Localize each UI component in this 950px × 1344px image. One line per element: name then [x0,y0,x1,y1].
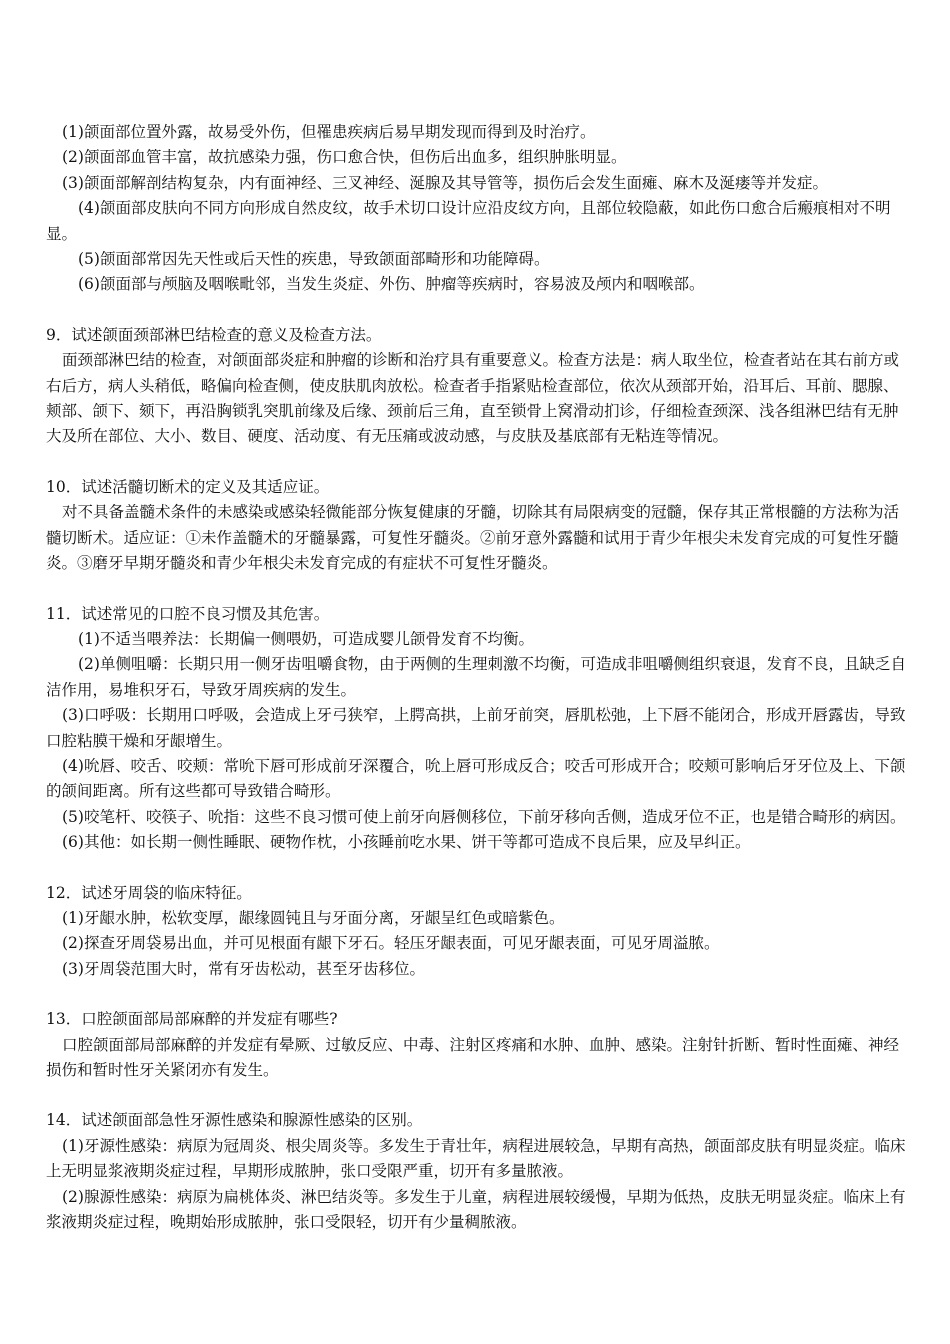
answer-item: (2)腺源性感染：病原为扁桃体炎、淋巴结炎等。多发生于儿童，病程进展较缓慢，早期为低热，皮肤无明显炎症。临床上有浆液期炎症过程，晚期始形成脓肿，张口受限轻，切开有少量稠脓液。 [46,1187,906,1232]
intro-section [46,120,906,298]
intro-item-6: (6)颌面部与颅脑及咽喉毗邻，当发生炎症、外伤、肿瘤等疾病时，容易波及颅内和咽喉部。 [78,275,705,294]
answer-paragraph: 面颈部淋巴结的检查，对颌面部炎症和肿瘤的诊断和治疗具有重要意义。检查方法是：病人取坐位，检查者站在其右前方或右后方，病人头稍低，略偏向检查侧，使皮肤肌肉放松。检查者手指紧贴检查部位，依次从颈部开始，沿耳后、耳前、腮腺、颊部、颌下、颏下，再沿胸锁乳突肌前缘及后缘、颈前后三角，直至锁骨上窝滑动扪诊，仔细检查颈深、浅各组淋巴结有无肿大及所在部位、大小、数目、硬度、活动度、有无压痛或波动感，与皮肤及基底部有无粘连等情况。 [46,351,900,446]
question-9 [46,323,906,450]
answer-item: (4)吮唇、咬舌、咬颊：常吮下唇可形成前牙深覆合，吮上唇可形成反合；咬舌可形成开合；咬颊可影响后牙牙位及上、下颌的颌间距离。所有这些都可导致错合畸形。 [46,756,906,801]
intro-item-2: (2)颌面部血管丰富，故抗感染力强，伤口愈合快，但伤后出血多，组织肿胀明显。 [62,148,627,167]
answer-item: (6)其他：如长期一侧性睡眠、硬物作枕，小孩睡前吃水果、饼干等都可造成不良后果，应及早纠正。 [62,833,751,852]
question-14 [46,1108,906,1235]
intro-item-1: (1)颌面部位置外露，故易受外伤，但罹患疾病后易早期发现而得到及时治疗。 [62,123,596,141]
answer-item: (3)口呼吸：长期用口呼吸，会造成上牙弓狭窄，上腭高拱，上前牙前突，唇肌松弛，上下唇不能闭合，形成开唇露齿，导致口腔粘膜干燥和牙龈增生。 [46,706,906,750]
answer-paragraph: 对不具备盖髓术条件的未感染或感染轻微能部分恢复健康的牙髓，切除其有局限病变的冠髓，保存其正常根髓的方法称为活髓切断术。适应证：①未作盖髓术的牙髓暴露，可复性牙髓炎。②前牙意外露髓和试用于青少年根尖未发育完成的可复性牙髓炎。③磨牙早期牙髓炎和青少年根尖未发育完成的有症状不可复性牙髓炎。 [46,503,900,573]
question-title: 12．试述牙周袋的临床特征。 [46,883,252,902]
question-13 [46,1007,906,1083]
answer-item: (1)不适当喂养法：长期偏一侧喂奶，可造成婴儿颌骨发育不均衡。 [78,629,534,648]
question-10 [46,475,906,577]
question-title: 11．试述常见的口腔不良习惯及其危害。 [46,604,330,623]
question-title: 10．试述活髓切断术的定义及其适应证。 [46,477,330,496]
question-11 [46,602,906,856]
question-title: 13．口腔颌面部局部麻醉的并发症有哪些? [46,1010,338,1029]
answer-item: (3)牙周袋范围大时，常有牙齿松动，甚至牙齿移位。 [62,959,425,978]
intro-item-3: (3)颌面部解剖结构复杂，内有面神经、三叉神经、涎腺及其导管等，损伤后会发生面瘫、麻木及涎瘘等并发症。 [62,173,828,192]
question-12 [46,881,906,983]
answer-item: (1)牙源性感染：病原为冠周炎、根尖周炎等。多发生于青壮年，病程进展较急，早期有高热，颌面部皮肤有明显炎症。临床上无明显浆液期炎症过程，早期形成脓肿，张口受限严重，切开有多量脓液。 [46,1136,906,1181]
intro-item-4: (4)颌面部皮肤向不同方向形成自然皮纹，故手术切口设计应沿皮纹方向，且部位较隐蔽，如此伤口愈合后瘢痕相对不明显。 [46,199,891,243]
answer-item: (2)探查牙周袋易出血，并可见根面有龈下牙石。轻压牙龈表面，可见牙龈表面，可见牙周溢脓。 [62,934,720,953]
answer-item: (5)咬笔杆、咬筷子、吮指：这些不良习惯可使上前牙向唇侧移位，下前牙移向舌侧，造成牙位不正，也是错合畸形的病因。 [62,807,906,826]
answer-item: (2)单侧咀嚼：长期只用一侧牙齿咀嚼食物，由于两侧的生理刺激不均衡，可造成非咀嚼侧组织衰退，发育不良，且缺乏自洁作用，易堆积牙石，导致牙周疾病的发生。 [46,655,906,699]
question-title: 14．试述颌面部急性牙源性感染和腺源性感染的区别。 [46,1111,423,1130]
document-page [46,120,906,1235]
question-title: 9．试述颌面颈部淋巴结检查的意义及检查方法。 [46,325,382,344]
intro-item-5: (5)颌面部常因先天性或后天性的疾患，导致颌面部畸形和功能障碍。 [78,250,550,269]
answer-item: (1)牙龈水肿，松软变厚，龈缘圆钝且与牙面分离，牙龈呈红色或暗紫色。 [62,908,565,927]
answer-paragraph: 口腔颌面部局部麻醉的并发症有晕厥、过敏反应、中毒、注射区疼痛和水肿、血肿、感染。注射针折断、暂时性面瘫、神经损伤和暂时性牙关紧闭亦有发生。 [46,1035,900,1079]
